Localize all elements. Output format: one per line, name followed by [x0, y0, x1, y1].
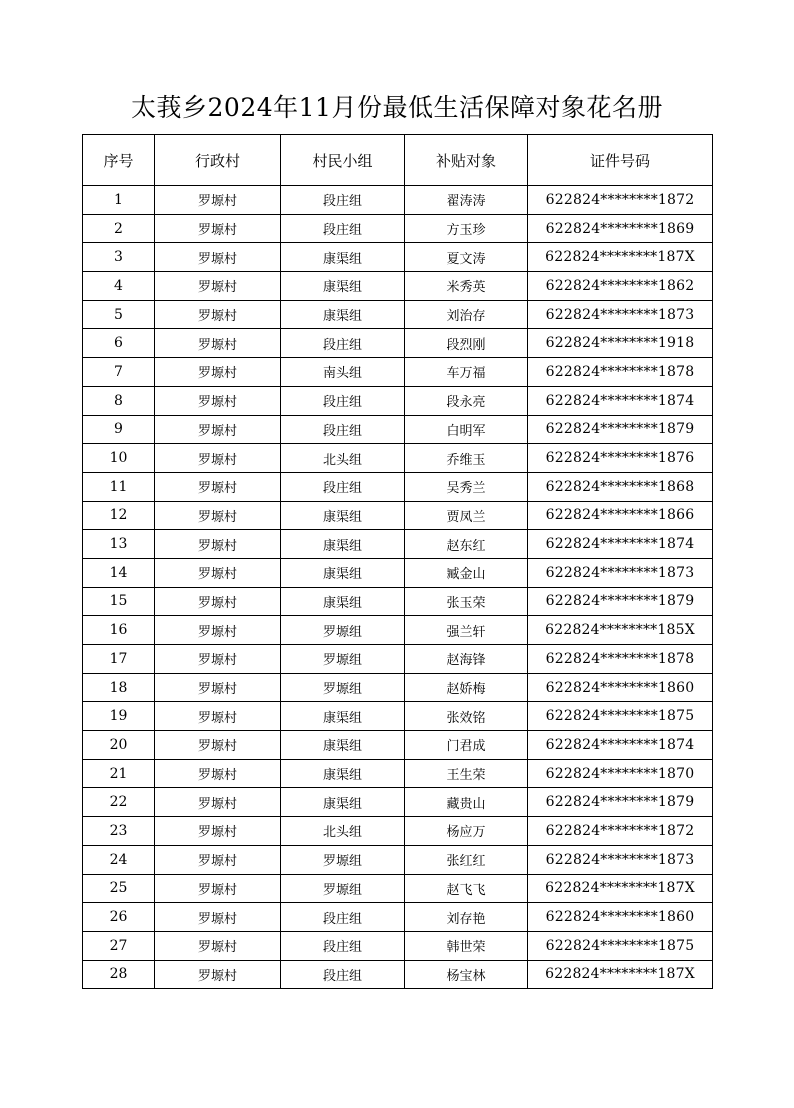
id-number-cell: 622824********1872 [528, 817, 713, 846]
table-row [83, 272, 713, 301]
table-row [83, 186, 713, 215]
village-cell: 罗塬村 [155, 272, 281, 301]
table-row [83, 415, 713, 444]
page-title: 太莪乡2024年11月份最低生活保障对象花名册 [131, 93, 663, 122]
seq-cell: 17 [83, 645, 155, 674]
seq-cell: 23 [83, 817, 155, 846]
recipient-cell: 臧金山 [405, 558, 528, 587]
table-row [83, 530, 713, 559]
group-cell: 康渠组 [281, 243, 405, 272]
village-cell: 罗塬村 [155, 530, 281, 559]
id-number-cell: 622824********1872 [528, 186, 713, 215]
seq-cell: 27 [83, 931, 155, 960]
table-row [83, 903, 713, 932]
group-cell: 段庄组 [281, 329, 405, 358]
recipient-cell: 白明军 [405, 415, 528, 444]
id-number-cell: 622824********1874 [528, 386, 713, 415]
group-cell: 段庄组 [281, 214, 405, 243]
id-number-cell: 622824********1870 [528, 759, 713, 788]
id-number-cell: 622824********1860 [528, 903, 713, 932]
seq-cell: 26 [83, 903, 155, 932]
id-number-cell: 622824********187X [528, 243, 713, 272]
id-number-cell: 622824********1866 [528, 501, 713, 530]
recipient-cell: 赵东红 [405, 530, 528, 559]
group-cell: 康渠组 [281, 587, 405, 616]
seq-cell: 21 [83, 759, 155, 788]
village-cell: 罗塬村 [155, 788, 281, 817]
group-cell: 罗塬组 [281, 673, 405, 702]
id-number-cell: 622824********1874 [528, 731, 713, 760]
id-number-cell: 622824********1875 [528, 931, 713, 960]
seq-cell: 20 [83, 731, 155, 760]
id-number-cell: 622824********1879 [528, 788, 713, 817]
group-cell: 段庄组 [281, 186, 405, 215]
seq-cell: 24 [83, 845, 155, 874]
id-number-cell: 622824********1878 [528, 358, 713, 387]
id-number-cell: 622824********1878 [528, 645, 713, 674]
seq-cell: 14 [83, 558, 155, 587]
table-row [83, 759, 713, 788]
recipient-cell: 赵海锋 [405, 645, 528, 674]
table-row [83, 444, 713, 473]
id-number-cell: 622824********1873 [528, 558, 713, 587]
group-cell: 康渠组 [281, 272, 405, 301]
id-number-cell: 622824********1868 [528, 472, 713, 501]
village-cell: 罗塬村 [155, 415, 281, 444]
group-cell: 段庄组 [281, 415, 405, 444]
village-cell: 罗塬村 [155, 874, 281, 903]
table-row [83, 673, 713, 702]
village-cell: 罗塬村 [155, 472, 281, 501]
id-number-cell: 622824********1918 [528, 329, 713, 358]
table-row [83, 702, 713, 731]
table-row [83, 874, 713, 903]
recipient-cell: 刘治存 [405, 300, 528, 329]
seq-cell: 15 [83, 587, 155, 616]
village-cell: 罗塬村 [155, 616, 281, 645]
table-row [83, 558, 713, 587]
table-row [83, 329, 713, 358]
seq-cell: 13 [83, 530, 155, 559]
id-number-cell: 622824********187X [528, 874, 713, 903]
recipient-cell: 赵飞飞 [405, 874, 528, 903]
seq-cell: 11 [83, 472, 155, 501]
seq-cell: 4 [83, 272, 155, 301]
table-row [83, 472, 713, 501]
recipient-cell: 夏文涛 [405, 243, 528, 272]
recipient-cell: 张玉荣 [405, 587, 528, 616]
recipient-cell: 杨应万 [405, 817, 528, 846]
seq-cell: 9 [83, 415, 155, 444]
recipient-cell: 车万福 [405, 358, 528, 387]
seq-cell: 16 [83, 616, 155, 645]
village-cell: 罗塬村 [155, 558, 281, 587]
group-cell: 段庄组 [281, 960, 405, 989]
table-row [83, 931, 713, 960]
village-cell: 罗塬村 [155, 817, 281, 846]
village-cell: 罗塬村 [155, 759, 281, 788]
seq-cell: 8 [83, 386, 155, 415]
village-cell: 罗塬村 [155, 673, 281, 702]
recipient-cell: 方玉珍 [405, 214, 528, 243]
header-village: 行政村 [155, 135, 281, 186]
group-cell: 康渠组 [281, 558, 405, 587]
recipient-cell: 藏贵山 [405, 788, 528, 817]
seq-cell: 25 [83, 874, 155, 903]
recipient-cell: 张红红 [405, 845, 528, 874]
recipient-cell: 吴秀兰 [405, 472, 528, 501]
group-cell: 段庄组 [281, 472, 405, 501]
group-cell: 康渠组 [281, 731, 405, 760]
recipient-cell: 段烈刚 [405, 329, 528, 358]
id-number-cell: 622824********1874 [528, 530, 713, 559]
group-cell: 段庄组 [281, 931, 405, 960]
recipient-cell: 韩世荣 [405, 931, 528, 960]
recipient-cell: 强兰轩 [405, 616, 528, 645]
id-number-cell: 622824********1873 [528, 845, 713, 874]
recipient-cell: 段永亮 [405, 386, 528, 415]
group-cell: 康渠组 [281, 501, 405, 530]
group-cell: 罗塬组 [281, 645, 405, 674]
seq-cell: 12 [83, 501, 155, 530]
village-cell: 罗塬村 [155, 645, 281, 674]
id-number-cell: 622824********1869 [528, 214, 713, 243]
seq-cell: 19 [83, 702, 155, 731]
header-row [83, 135, 713, 186]
id-number-cell: 622824********1860 [528, 673, 713, 702]
table-row [83, 214, 713, 243]
group-cell: 段庄组 [281, 903, 405, 932]
header-seq: 序号 [83, 135, 155, 186]
group-cell: 康渠组 [281, 759, 405, 788]
roster-table [82, 134, 713, 989]
table-row [83, 501, 713, 530]
recipient-cell: 刘存艳 [405, 903, 528, 932]
seq-cell: 2 [83, 214, 155, 243]
recipient-cell: 贾凤兰 [405, 501, 528, 530]
seq-cell: 5 [83, 300, 155, 329]
village-cell: 罗塬村 [155, 444, 281, 473]
village-cell: 罗塬村 [155, 960, 281, 989]
village-cell: 罗塬村 [155, 386, 281, 415]
table-row [83, 300, 713, 329]
recipient-cell: 翟涛涛 [405, 186, 528, 215]
id-number-cell: 622824********1879 [528, 415, 713, 444]
seq-cell: 6 [83, 329, 155, 358]
village-cell: 罗塬村 [155, 903, 281, 932]
recipient-cell: 乔维玉 [405, 444, 528, 473]
table-row [83, 358, 713, 387]
recipient-cell: 王生荣 [405, 759, 528, 788]
id-number-cell: 622824********185X [528, 616, 713, 645]
id-number-cell: 622824********1876 [528, 444, 713, 473]
header-group: 村民小组 [281, 135, 405, 186]
id-number-cell: 622824********1879 [528, 587, 713, 616]
seq-cell: 1 [83, 186, 155, 215]
seq-cell: 7 [83, 358, 155, 387]
table-row [83, 845, 713, 874]
seq-cell: 18 [83, 673, 155, 702]
table-row [83, 788, 713, 817]
table-row [83, 645, 713, 674]
recipient-cell: 杨宝林 [405, 960, 528, 989]
table-row [83, 960, 713, 989]
seq-cell: 22 [83, 788, 155, 817]
recipient-cell: 张效铭 [405, 702, 528, 731]
id-number-cell: 622824********1875 [528, 702, 713, 731]
roster-body [83, 186, 713, 989]
group-cell: 北头组 [281, 817, 405, 846]
village-cell: 罗塬村 [155, 501, 281, 530]
village-cell: 罗塬村 [155, 329, 281, 358]
village-cell: 罗塬村 [155, 731, 281, 760]
table-row [83, 817, 713, 846]
recipient-cell: 米秀英 [405, 272, 528, 301]
recipient-cell: 赵娇梅 [405, 673, 528, 702]
header-id-number: 证件号码 [528, 135, 713, 186]
recipient-cell: 门君成 [405, 731, 528, 760]
group-cell: 康渠组 [281, 788, 405, 817]
id-number-cell: 622824********1862 [528, 272, 713, 301]
table-row [83, 243, 713, 272]
group-cell: 北头组 [281, 444, 405, 473]
group-cell: 康渠组 [281, 530, 405, 559]
group-cell: 段庄组 [281, 386, 405, 415]
group-cell: 南头组 [281, 358, 405, 387]
table-row [83, 731, 713, 760]
header-recipient: 补贴对象 [405, 135, 528, 186]
village-cell: 罗塬村 [155, 214, 281, 243]
table-row [83, 587, 713, 616]
village-cell: 罗塬村 [155, 358, 281, 387]
village-cell: 罗塬村 [155, 243, 281, 272]
seq-cell: 3 [83, 243, 155, 272]
village-cell: 罗塬村 [155, 186, 281, 215]
village-cell: 罗塬村 [155, 300, 281, 329]
seq-cell: 28 [83, 960, 155, 989]
group-cell: 罗塬组 [281, 874, 405, 903]
id-number-cell: 622824********187X [528, 960, 713, 989]
group-cell: 罗塬组 [281, 616, 405, 645]
village-cell: 罗塬村 [155, 587, 281, 616]
village-cell: 罗塬村 [155, 702, 281, 731]
id-number-cell: 622824********1873 [528, 300, 713, 329]
seq-cell: 10 [83, 444, 155, 473]
table-row [83, 616, 713, 645]
group-cell: 罗塬组 [281, 845, 405, 874]
table-row [83, 386, 713, 415]
group-cell: 康渠组 [281, 702, 405, 731]
village-cell: 罗塬村 [155, 845, 281, 874]
village-cell: 罗塬村 [155, 931, 281, 960]
group-cell: 康渠组 [281, 300, 405, 329]
